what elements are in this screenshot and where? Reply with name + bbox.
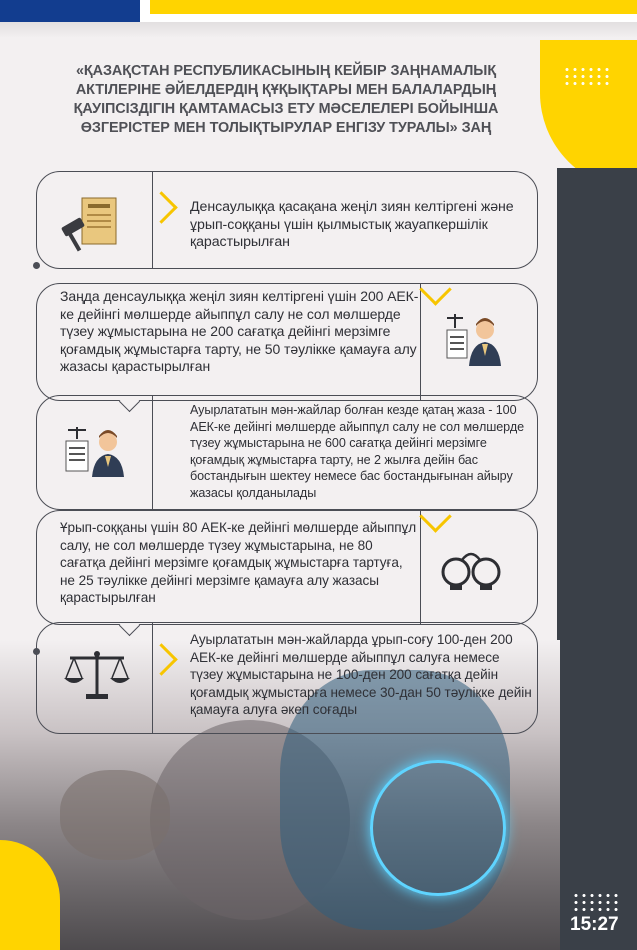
- item-3-text: Ауырлататын мән-жайлар болған кезде қатаң жаза - 100 АЕК-ке дейінгі мөлшерде айыппұл салу не сол мөлшерде түзеу жұмыстарына не 600 сағатқа дейінгі мерзімге қоғамдық жұмыстарға тарту, не 2 жылға дейін бас бостандығын шектеу немесе бас бостандығынан айыру жазасы қолданылады: [190, 403, 525, 500]
- handcuffs-icon: [438, 540, 504, 592]
- item-1-text: Денсаулыққа қасақана жеңіл зиян келтіргені және ұрып-соққаны үшін қылмыстық жауапкершілік қарастырылған: [190, 199, 514, 251]
- scales-icon: [62, 648, 132, 702]
- scales-hologram-icon: [370, 760, 506, 896]
- divider-2: [420, 283, 421, 401]
- divider-5: [152, 622, 153, 734]
- divider-3: [152, 395, 153, 510]
- gavel-document-icon: [56, 194, 136, 254]
- status-time: 15:27: [570, 914, 619, 935]
- item-2-text: Заңда денсаулыққа жеңіл зиян келтіргені үшін 200 АЕК-ке дейінгі мөлшерде айыппұл салу не сол мөлшерде түзеу жұмыстарына не 200 сағатқа дейінгі мерзімге қоғамдық жұмыстарға тарту, не 50 тәулікке қамауға алу жазасы қарастырылған: [60, 288, 419, 375]
- dot-grid-decoration: [563, 66, 613, 88]
- pin-1: [33, 262, 40, 269]
- divider-4: [420, 510, 421, 625]
- item-4-text: Ұрып-соққаны үшін 80 АЕК-ке дейінгі мөлшерде айыппұл салу, не сол мөлшерде түзеу жұмыстарына, не 80 сағатқа дейінгі мерзімге қоғамдық жұмыстарға тартуға, не 25 тәулікке дейінгі мерзімге қамауға алу жазасы қарастырылған: [60, 520, 417, 606]
- top-banner: [0, 0, 637, 22]
- dark-side-strip: [557, 168, 637, 950]
- dot-grid-decoration-bottom: [572, 892, 620, 914]
- lawyer-icon: [445, 312, 505, 368]
- page-title: «ҚАЗАҚСТАН РЕСПУБЛИКАСЫНЫҢ КЕЙБІР ЗАҢНАМАЛЫҚ АКТІЛЕРІНЕ ӘЙЕЛДЕРДІҢ ҚҰҚЫҚТАРЫ МЕН БАЛАЛАРДЫҢ ҚАУІПСІЗДІГІН ҚАМТАМАСЫЗ ЕТУ МӘСЕЛЕЛЕРІ БОЙЫНША ӨЗГЕРІСТЕР МЕН ТОЛЫҚТЫРУЛАР ЕНГІЗУ ТУРАЛЫ» ЗАҢ: [73, 63, 499, 136]
- item-5-text: Ауырлататын мән-жайларда ұрып-соғу 100-ден 200 АЕК-ке дейінгі мөлшерде айыппұл салуға немесе түзеу жұмыстарына не 100-ден 200 сағатқа дейін қоғамдық жұмыстарға немесе 30-дан 50 тәулікке дейін қамауға алуға әкеп соғады: [190, 632, 532, 718]
- top-yellow-band: [150, 0, 637, 14]
- judge-icon: [62, 425, 128, 479]
- divider-1: [152, 171, 153, 269]
- top-shadow: [0, 22, 637, 38]
- pin-5: [33, 648, 40, 655]
- top-blue-band: [0, 0, 140, 22]
- photo-hand: [60, 770, 170, 860]
